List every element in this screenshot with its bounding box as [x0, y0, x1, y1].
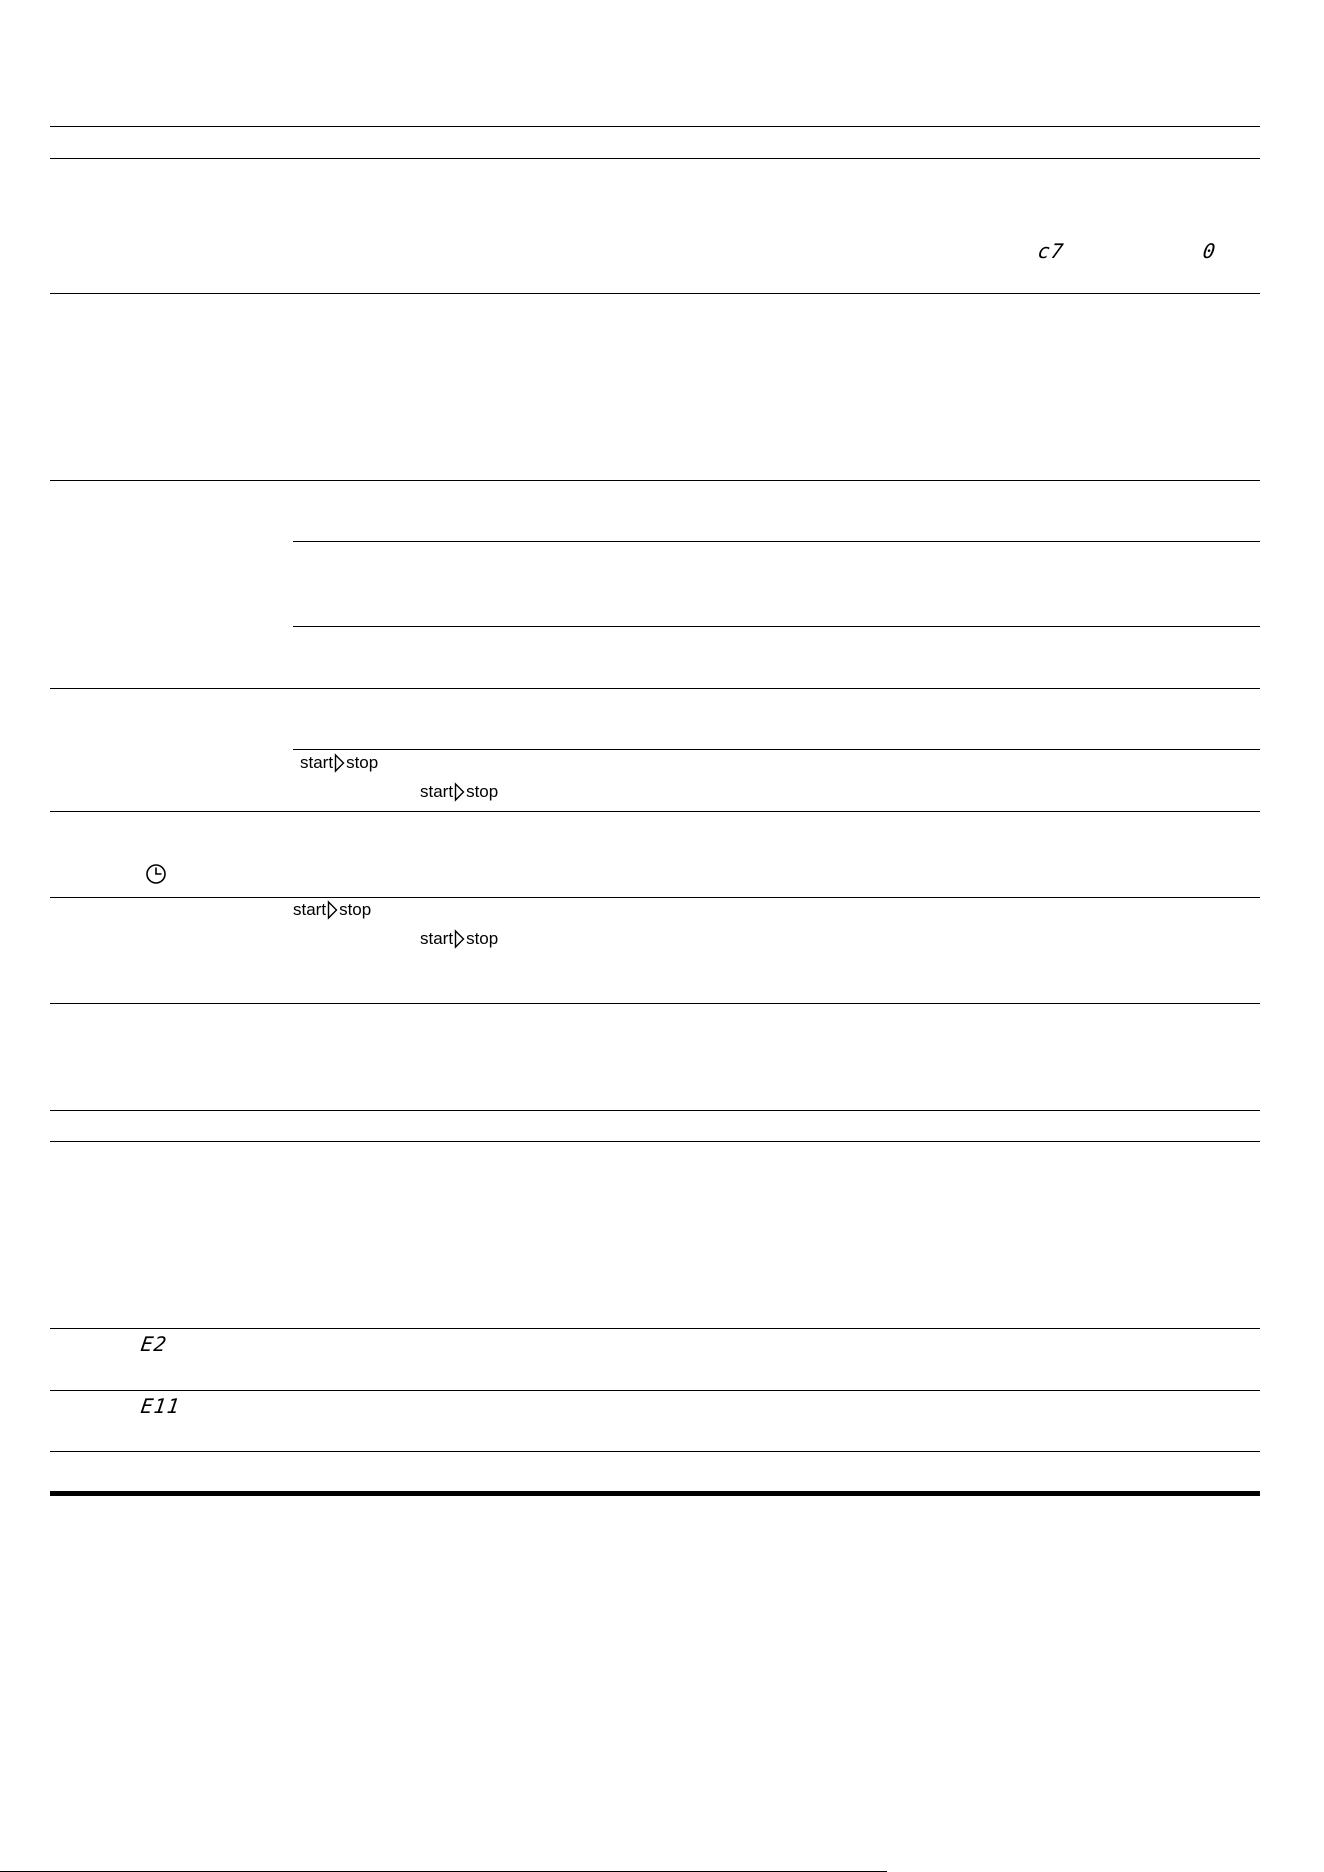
sub-row-divider [293, 749, 1260, 750]
row-divider [50, 897, 1260, 898]
stop-label: stop [466, 929, 499, 948]
table-bottom-rule [50, 1491, 1260, 1496]
start-stop-triangle-icon [327, 900, 338, 920]
start-label: start [300, 753, 334, 772]
stop-label: stop [339, 900, 372, 919]
start-label: start [420, 929, 454, 948]
row-divider [50, 293, 1260, 294]
display-e2: E2 [139, 1332, 169, 1356]
table-header-rule [50, 158, 1260, 159]
start-stop-key-label [300, 753, 378, 773]
start-label: start [420, 782, 454, 801]
start-stop-key-label [420, 782, 498, 802]
row-divider [50, 688, 1260, 689]
sub-row-divider [293, 541, 1260, 542]
clock-icon [145, 863, 167, 885]
row-divider [50, 1390, 1260, 1391]
display-c7: c7 [1036, 239, 1066, 263]
table-top-rule [50, 126, 1260, 127]
stop-label: stop [466, 782, 499, 801]
row-divider [50, 811, 1260, 812]
start-stop-key-label [293, 900, 371, 920]
display-zero: 0 [1201, 239, 1218, 263]
stop-label: stop [346, 753, 379, 772]
table-header-rule [50, 1141, 1260, 1142]
sub-row-divider [293, 626, 1260, 627]
row-divider [50, 1328, 1260, 1329]
start-stop-key-label [420, 929, 498, 949]
start-stop-triangle-icon [334, 753, 345, 773]
start-stop-triangle-icon [454, 782, 465, 802]
start-label: start [293, 900, 327, 919]
row-divider [50, 480, 1260, 481]
table-top-rule [50, 1110, 1260, 1111]
display-e11: E11 [139, 1394, 182, 1418]
start-stop-triangle-icon [454, 929, 465, 949]
row-divider [50, 1451, 1260, 1452]
row-divider [50, 1003, 1260, 1004]
